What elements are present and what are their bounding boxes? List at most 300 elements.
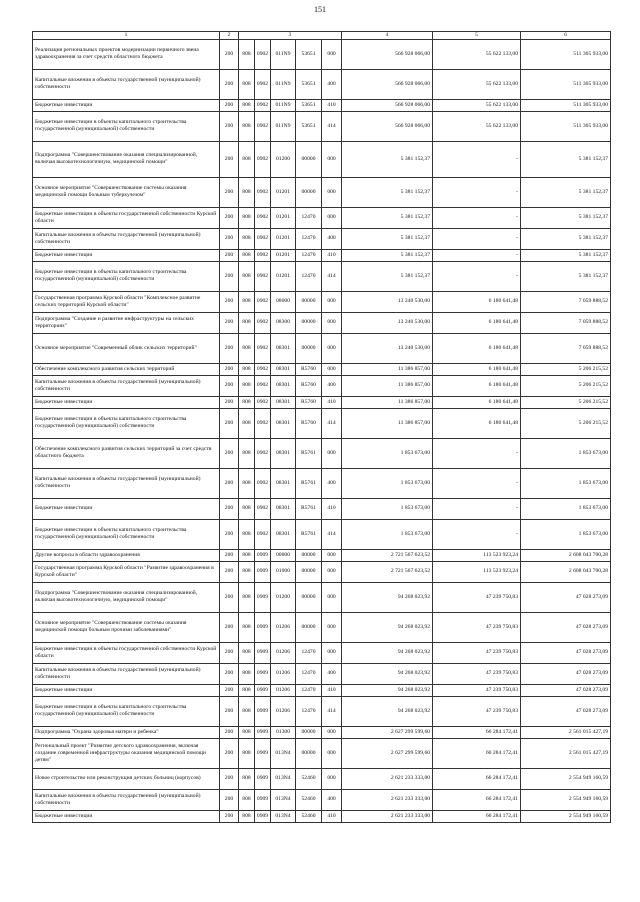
row-code: 0902 (255, 333, 271, 363)
row-code: 000 (322, 768, 342, 789)
row-code: 808 (239, 99, 255, 111)
table-row (33, 738, 611, 768)
row-code: 200 (220, 177, 239, 207)
row-code: 200 (220, 261, 239, 291)
row-code: 00000 (296, 177, 322, 207)
row-amount: - (433, 438, 521, 468)
row-amount: 47 028 273,09 (521, 696, 611, 726)
row-code: 808 (239, 468, 255, 498)
row-amount: 47 239 750,83 (433, 612, 521, 642)
row-code: 808 (239, 408, 255, 438)
row-code: 00000 (296, 726, 322, 738)
row-name: Новое строительство или реконструкция детских больниц (корпусов) (33, 768, 220, 789)
row-code: 410 (322, 99, 342, 111)
row-code: 808 (239, 684, 255, 696)
row-code: R5761 (296, 438, 322, 468)
row-code: 013N4 (271, 768, 296, 789)
row-code: 01206 (271, 642, 296, 663)
row-code: 0909 (255, 663, 271, 684)
row-code: 200 (220, 69, 239, 99)
row-code: 0909 (255, 738, 271, 768)
row-code: 414 (322, 696, 342, 726)
row-code: 0902 (255, 99, 271, 111)
table-row (33, 375, 611, 396)
row-code: 0902 (255, 249, 271, 261)
row-code: 0902 (255, 498, 271, 519)
row-code: 011N9 (271, 69, 296, 99)
row-amount: 2 561 015 427,19 (521, 726, 611, 738)
table-row (33, 438, 611, 468)
row-amount: 66 284 172,41 (433, 726, 521, 738)
row-code: 400 (322, 69, 342, 99)
row-name: Основное мероприятие "Совершенствование системы оказания медицинской помощи больным прочими заболеваниями" (33, 612, 220, 642)
row-code: 0909 (255, 768, 271, 789)
row-code: 000 (322, 642, 342, 663)
row-name: Бюджетные инвестиции в объекты государственной собственности Курской области (33, 642, 220, 663)
row-name: Бюджетные инвестиции в объекты капитального строительства государственной (муниципальной) собственности (33, 261, 220, 291)
row-amount: 113 523 923,24 (433, 561, 521, 582)
row-amount: - (433, 261, 521, 291)
row-name: Обеспечение комплексного развития сельских территорий за счет средств областного бюджета (33, 438, 220, 468)
row-amount: 5 206 215,52 (521, 375, 611, 396)
row-code: 08301 (271, 408, 296, 438)
row-code: 000 (322, 312, 342, 333)
row-amount: 5 381 152,37 (342, 141, 433, 177)
row-name: Бюджетные инвестиции (33, 498, 220, 519)
table-row (33, 498, 611, 519)
row-code: 01206 (271, 696, 296, 726)
row-name: Бюджетные инвестиции в объекты государственной собственности Курской области (33, 207, 220, 228)
row-code: 200 (220, 375, 239, 396)
header-cell: 3 (239, 32, 342, 40)
row-amount: 566 928 066,00 (342, 69, 433, 99)
table-row (33, 99, 611, 111)
row-code: 08301 (271, 333, 296, 363)
table-row (33, 612, 611, 642)
row-code: 000 (322, 438, 342, 468)
budget-table (32, 31, 611, 823)
row-code: 0902 (255, 375, 271, 396)
row-code: 808 (239, 396, 255, 408)
row-code: R5761 (296, 498, 322, 519)
row-code: 414 (322, 408, 342, 438)
row-amount: 2 608 043 700,28 (521, 549, 611, 561)
row-amount: 47 239 750,83 (433, 663, 521, 684)
row-name: Подпрограмма "Охрана здоровья матери и ребенка" (33, 726, 220, 738)
row-amount: - (433, 249, 521, 261)
row-code: 200 (220, 498, 239, 519)
row-amount: 1 853 673,00 (521, 519, 611, 549)
row-name: Государственная программа Курской области "Комплексное развитие сельских территорий Курской области" (33, 291, 220, 312)
row-code: 400 (322, 663, 342, 684)
row-code: 200 (220, 642, 239, 663)
row-code: 200 (220, 333, 239, 363)
table-row (33, 663, 611, 684)
row-code: 013N4 (271, 738, 296, 768)
row-code: 0902 (255, 261, 271, 291)
row-amount: 511 305 933,00 (521, 111, 611, 141)
row-code: 808 (239, 228, 255, 249)
table-row (33, 249, 611, 261)
row-amount: 5 381 152,37 (342, 249, 433, 261)
row-code: 200 (220, 291, 239, 312)
row-code: 01206 (271, 612, 296, 642)
table-row (33, 69, 611, 99)
row-code: 000 (322, 549, 342, 561)
row-code: R5760 (296, 375, 322, 396)
row-name: Бюджетные инвестиции (33, 396, 220, 408)
row-code: 12470 (296, 261, 322, 291)
row-name: Другие вопросы в области здравоохранения (33, 549, 220, 561)
row-amount: 6 180 641,48 (433, 291, 521, 312)
row-code: 0909 (255, 549, 271, 561)
row-amount: 13 240 530,00 (342, 312, 433, 333)
row-name: Капитальные вложения в объекты государственной (муниципальной) собственности (33, 228, 220, 249)
row-code: 00000 (296, 561, 322, 582)
row-code: 12470 (296, 663, 322, 684)
row-amount: - (433, 468, 521, 498)
row-amount: 2 721 567 623,52 (342, 549, 433, 561)
row-code: 0902 (255, 69, 271, 99)
row-code: 200 (220, 684, 239, 696)
row-code: R5760 (296, 363, 322, 375)
row-name: Бюджетные инвестиции (33, 249, 220, 261)
row-code: 0902 (255, 312, 271, 333)
row-amount: 2 554 949 160,59 (521, 768, 611, 789)
table-row (33, 207, 611, 228)
row-code: 808 (239, 375, 255, 396)
row-code: 000 (322, 333, 342, 363)
row-code: 808 (239, 738, 255, 768)
row-amount: 47 239 750,83 (433, 642, 521, 663)
page-number: 151 (314, 5, 326, 14)
row-amount: 11 386 857,00 (342, 408, 433, 438)
table-row (33, 312, 611, 333)
row-code: 12470 (296, 696, 322, 726)
table-body (33, 39, 611, 822)
row-code: 200 (220, 249, 239, 261)
row-code: 808 (239, 261, 255, 291)
row-code: 0909 (255, 696, 271, 726)
row-code: 0909 (255, 684, 271, 696)
row-code: 0902 (255, 519, 271, 549)
row-code: 52460 (296, 768, 322, 789)
row-code: R5760 (296, 396, 322, 408)
row-code: 808 (239, 612, 255, 642)
row-code: 08301 (271, 363, 296, 375)
row-name: Обеспечение комплексного развития сельских территорий (33, 363, 220, 375)
row-code: 200 (220, 663, 239, 684)
header-row (33, 32, 611, 40)
row-amount: 47 239 750,83 (433, 684, 521, 696)
header-cell: 6 (521, 32, 611, 40)
row-amount: 47 239 750,83 (433, 696, 521, 726)
row-code: 01000 (271, 561, 296, 582)
row-code: 414 (322, 519, 342, 549)
row-code: 53651 (296, 99, 322, 111)
row-code: 200 (220, 111, 239, 141)
row-code: 0902 (255, 468, 271, 498)
table-row (33, 642, 611, 663)
row-code: 12470 (296, 642, 322, 663)
row-code: 0902 (255, 228, 271, 249)
row-code: 200 (220, 738, 239, 768)
row-amount: 47 028 273,09 (521, 663, 611, 684)
table-row (33, 261, 611, 291)
row-code: 0909 (255, 726, 271, 738)
row-code: 0902 (255, 396, 271, 408)
row-code: 01300 (271, 726, 296, 738)
row-code: 08000 (271, 291, 296, 312)
table-row (33, 549, 611, 561)
row-amount: 5 206 215,52 (521, 396, 611, 408)
row-code: 12470 (296, 684, 322, 696)
row-amount: - (433, 519, 521, 549)
row-code: 53651 (296, 39, 322, 69)
row-code: 000 (322, 726, 342, 738)
row-amount: 47 028 273,09 (521, 642, 611, 663)
row-amount: 47 028 273,09 (521, 612, 611, 642)
row-code: 08300 (271, 312, 296, 333)
row-amount: 94 268 023,92 (342, 663, 433, 684)
row-code: 011N9 (271, 39, 296, 69)
row-amount: - (433, 207, 521, 228)
row-code: 0902 (255, 141, 271, 177)
row-amount: 94 268 023,92 (342, 696, 433, 726)
row-amount: 6 180 641,48 (433, 396, 521, 408)
row-code: 200 (220, 363, 239, 375)
row-amount: 6 180 641,48 (433, 312, 521, 333)
row-name: Капитальные вложения в объекты государственной (муниципальной) собственности (33, 375, 220, 396)
row-code: 200 (220, 768, 239, 789)
row-amount: 2 621 233 333,00 (342, 789, 433, 810)
row-name: Капитальные вложения в объекты государственной (муниципальной) собственности (33, 663, 220, 684)
row-name: Подпрограмма "Совершенствование оказания специализированной, включая высокотехнологичную, медицинской помощи" (33, 141, 220, 177)
row-code: 808 (239, 789, 255, 810)
row-code: 200 (220, 39, 239, 69)
row-code: 000 (322, 291, 342, 312)
header-cell: 1 (33, 32, 220, 40)
row-amount: 5 381 152,37 (342, 207, 433, 228)
row-amount: 94 268 023,92 (342, 612, 433, 642)
row-code: 011N9 (271, 99, 296, 111)
row-code: 000 (322, 207, 342, 228)
row-amount: 5 381 152,37 (521, 228, 611, 249)
row-amount: 66 284 172,41 (433, 738, 521, 768)
row-amount: 55 622 133,00 (433, 69, 521, 99)
row-code: 0902 (255, 39, 271, 69)
row-amount: 2 621 233 333,00 (342, 810, 433, 822)
row-code: R5761 (296, 468, 322, 498)
row-code: 52460 (296, 789, 322, 810)
row-code: 0909 (255, 561, 271, 582)
table-row (33, 408, 611, 438)
row-name: Бюджетные инвестиции в объекты капитального строительства государственной (муниципальной) собственности (33, 519, 220, 549)
row-amount: 2 627 299 599,60 (342, 726, 433, 738)
row-code: 200 (220, 549, 239, 561)
row-code: 200 (220, 468, 239, 498)
row-code: 08301 (271, 468, 296, 498)
row-code: 808 (239, 111, 255, 141)
row-code: 12470 (296, 228, 322, 249)
row-code: 808 (239, 69, 255, 99)
row-amount: 2 561 015 427,19 (521, 738, 611, 768)
row-code: 0909 (255, 582, 271, 612)
row-amount: 2 554 949 160,59 (521, 789, 611, 810)
header-cell: 2 (220, 32, 239, 40)
header-cell: 5 (433, 32, 521, 40)
row-code: 200 (220, 408, 239, 438)
row-name: Основное мероприятие "Совершенствование системы оказания медицинской помощи больным туберкулезом" (33, 177, 220, 207)
row-code: 808 (239, 810, 255, 822)
row-amount: 566 928 066,00 (342, 111, 433, 141)
table-row (33, 582, 611, 612)
row-amount: 11 386 857,00 (342, 375, 433, 396)
table-row (33, 768, 611, 789)
row-amount: 47 028 273,09 (521, 684, 611, 696)
row-code: 410 (322, 684, 342, 696)
row-code: 0902 (255, 363, 271, 375)
row-amount: 5 381 152,37 (521, 249, 611, 261)
row-name: Бюджетные инвестиции (33, 99, 220, 111)
table-row (33, 333, 611, 363)
row-code: 808 (239, 141, 255, 177)
row-code: 000 (322, 612, 342, 642)
row-code: 01201 (271, 261, 296, 291)
row-code: 00000 (296, 549, 322, 561)
row-amount: 5 206 215,52 (521, 363, 611, 375)
row-code: 0902 (255, 111, 271, 141)
row-amount: 7 059 888,52 (521, 312, 611, 333)
row-amount: 94 268 023,92 (342, 642, 433, 663)
row-code: 410 (322, 249, 342, 261)
row-code: 400 (322, 375, 342, 396)
row-amount: 2 608 043 700,28 (521, 561, 611, 582)
table-row (33, 363, 611, 375)
row-code: 08301 (271, 519, 296, 549)
row-code: 200 (220, 726, 239, 738)
row-amount: 55 622 133,00 (433, 111, 521, 141)
table-row (33, 468, 611, 498)
row-code: 0902 (255, 177, 271, 207)
row-amount: 2 621 233 333,00 (342, 768, 433, 789)
row-code: 200 (220, 438, 239, 468)
row-amount: 47 239 750,83 (433, 582, 521, 612)
row-name: Подпрограмма "Создание и развитие инфраструктуры на сельских территориях" (33, 312, 220, 333)
row-amount: 2 554 949 160,59 (521, 810, 611, 822)
row-name: Бюджетные инвестиции в объекты капитального строительства государственной (муниципальной) собственности (33, 111, 220, 141)
row-code: 53651 (296, 111, 322, 141)
row-code: 00000 (296, 582, 322, 612)
row-amount: 55 622 133,00 (433, 39, 521, 69)
row-code: 414 (322, 261, 342, 291)
table-row (33, 561, 611, 582)
row-amount: 5 381 152,37 (521, 177, 611, 207)
row-amount: 13 240 530,00 (342, 291, 433, 312)
row-code: 808 (239, 207, 255, 228)
row-amount: 113 523 923,24 (433, 549, 521, 561)
row-amount: 5 381 152,37 (342, 177, 433, 207)
row-amount: - (433, 498, 521, 519)
row-code: 12470 (296, 249, 322, 261)
row-amount: 55 622 133,00 (433, 99, 521, 111)
row-code: 808 (239, 696, 255, 726)
row-code: 200 (220, 696, 239, 726)
row-code: 808 (239, 582, 255, 612)
row-code: 0902 (255, 408, 271, 438)
row-code: 200 (220, 582, 239, 612)
row-code: 01200 (271, 141, 296, 177)
row-name: Бюджетные инвестиции (33, 810, 220, 822)
row-code: 08301 (271, 396, 296, 408)
row-code: 808 (239, 549, 255, 561)
row-code: 808 (239, 438, 255, 468)
row-amount: 1 853 673,00 (521, 468, 611, 498)
row-code: 00000 (296, 291, 322, 312)
row-code: 0909 (255, 789, 271, 810)
row-code: 410 (322, 396, 342, 408)
row-code: 808 (239, 663, 255, 684)
row-code: 200 (220, 561, 239, 582)
row-code: 00000 (296, 738, 322, 768)
row-amount: 2 627 299 599,60 (342, 738, 433, 768)
row-code: 00000 (271, 549, 296, 561)
row-amount: 1 853 673,00 (521, 498, 611, 519)
row-code: 000 (322, 39, 342, 69)
row-name: Капитальные вложения в объекты государственной (муниципальной) собственности (33, 468, 220, 498)
row-code: 01201 (271, 249, 296, 261)
row-code: 000 (322, 582, 342, 612)
row-code: 0909 (255, 642, 271, 663)
row-code: 808 (239, 498, 255, 519)
row-code: 000 (322, 141, 342, 177)
row-code: 00000 (296, 612, 322, 642)
table-row (33, 228, 611, 249)
row-amount: 6 180 641,48 (433, 375, 521, 396)
row-code: 400 (322, 468, 342, 498)
row-amount: 5 381 152,37 (521, 207, 611, 228)
row-code: 200 (220, 519, 239, 549)
row-code: 808 (239, 291, 255, 312)
row-code: 808 (239, 177, 255, 207)
table-row (33, 141, 611, 177)
row-name: Подпрограмма "Совершенствование оказания специализированной, включая высокотехнологичную, медицинской помощи" (33, 582, 220, 612)
row-amount: 47 028 273,09 (521, 582, 611, 612)
row-code: 52460 (296, 810, 322, 822)
row-code: 08301 (271, 498, 296, 519)
row-name: Основное мероприятие "Современный облик сельских территорий" (33, 333, 220, 363)
row-code: 08301 (271, 375, 296, 396)
row-code: R5760 (296, 408, 322, 438)
row-code: 808 (239, 363, 255, 375)
row-amount: 5 381 152,37 (521, 141, 611, 177)
row-code: 808 (239, 333, 255, 363)
row-amount: 11 386 857,00 (342, 396, 433, 408)
row-amount: 5 381 152,37 (342, 228, 433, 249)
row-amount: - (433, 141, 521, 177)
table-row (33, 177, 611, 207)
row-amount: 1 853 673,00 (342, 438, 433, 468)
row-code: 200 (220, 141, 239, 177)
row-name: Бюджетные инвестиции в объекты капитального строительства государственной (муниципальной) собственности (33, 408, 220, 438)
row-code: 0902 (255, 291, 271, 312)
row-code: 400 (322, 789, 342, 810)
row-amount: 1 853 673,00 (342, 498, 433, 519)
row-code: 000 (322, 738, 342, 768)
row-code: 00000 (296, 333, 322, 363)
row-code: 200 (220, 99, 239, 111)
table-row (33, 291, 611, 312)
